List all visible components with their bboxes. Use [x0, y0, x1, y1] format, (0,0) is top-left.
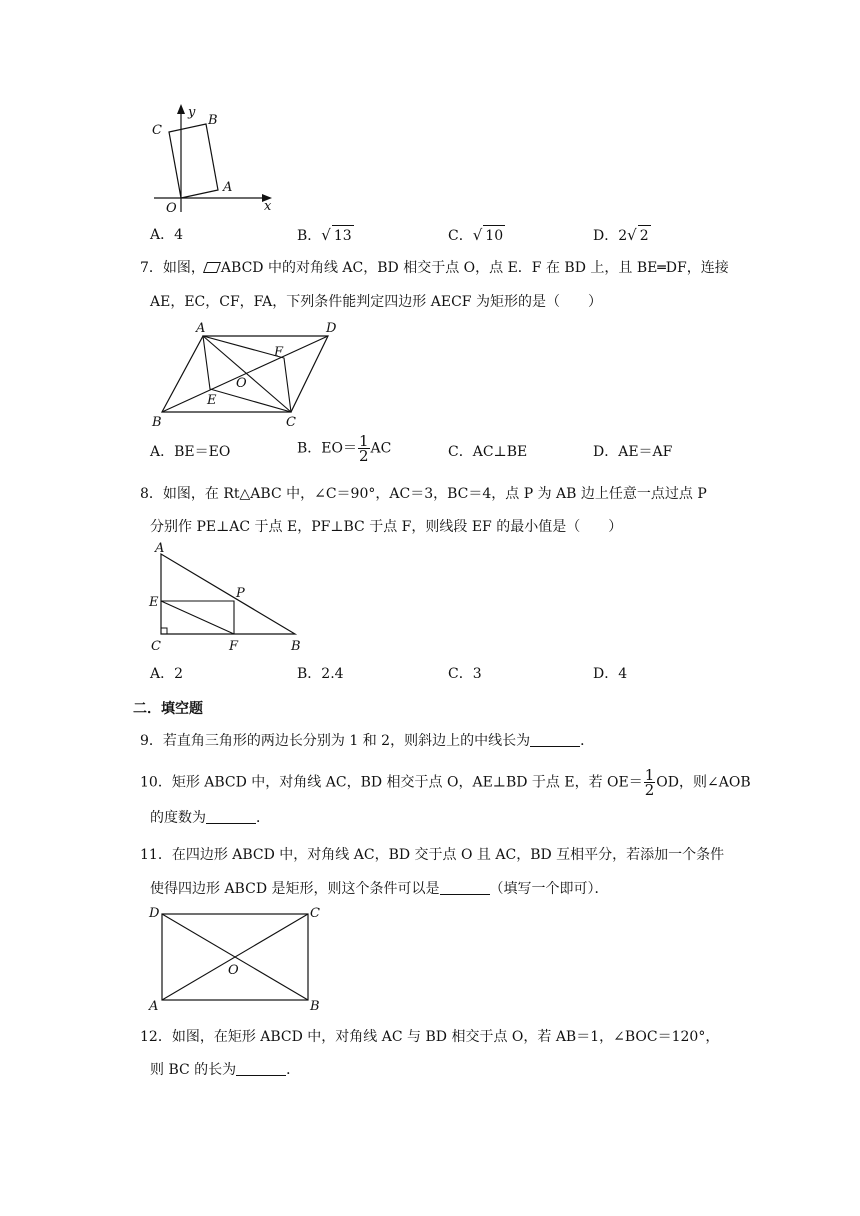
q7-option-b-pre: B．EO＝	[297, 440, 357, 457]
q7-label-D: D	[326, 321, 337, 336]
q11-line2	[150, 879, 609, 899]
q8-line1: 8．如图，在 Rt△ABC 中，∠C＝90°，AC＝3，BC＝4，点 P 为 AB 边上任意一点过点 P	[140, 486, 707, 502]
radical-sign: √	[472, 226, 483, 244]
q10-line1-post: OD，则∠AOB	[656, 774, 751, 791]
q11-label-C: C	[310, 906, 320, 921]
q8-option-b: B．2.4	[297, 666, 344, 682]
fraction-denominator: 2	[359, 447, 369, 465]
q8-label-A: A	[155, 541, 165, 556]
fraction-numerator: 1	[644, 766, 655, 784]
q8-label-F: F	[229, 639, 239, 654]
q6-option-d	[593, 225, 651, 246]
q7-label-C: C	[286, 415, 296, 430]
q8-option-d: D．4	[593, 666, 628, 682]
q6-option-c-letter: C．	[448, 228, 473, 244]
q6-option-d-letter: D．	[593, 228, 619, 244]
section-heading-fill-in: 二．填空题	[133, 701, 203, 717]
q6-label-y: y	[188, 105, 196, 120]
q12-line2-end: ．	[286, 1062, 301, 1078]
q6-option-a	[150, 225, 183, 245]
q12-answer-blank[interactable]	[236, 1061, 286, 1076]
q11-label-B: B	[310, 999, 320, 1014]
q6-label-C: C	[152, 123, 162, 138]
q11-line2-pre: 使得四边形 ABCD 是矩形，则这个条件可以是	[150, 881, 440, 897]
q6-option-a-value: 4	[174, 227, 184, 243]
q9-answer-blank[interactable]	[530, 732, 580, 747]
q10-line2-pre: 的度数为	[150, 810, 206, 826]
q12-line1: 12．如图，在矩形 ABCD 中，对角线 AC 与 BD 相交于点 O，若 AB＝1，∠BOC＝120°，	[140, 1029, 720, 1045]
q10-line1	[140, 766, 751, 799]
q10-line2	[150, 808, 270, 828]
fraction-denominator: 2	[644, 781, 655, 799]
q7-line1-a: 如图，	[162, 260, 205, 276]
q7-option-b	[297, 434, 391, 463]
q7-option-a: A．BE＝EO	[150, 444, 231, 460]
radical-sign: √	[321, 226, 331, 244]
q11-label-A: A	[149, 999, 159, 1014]
radical-sign: √	[627, 226, 637, 244]
q7-label-A: A	[196, 321, 206, 336]
q6-figure	[148, 100, 278, 215]
q8-label-P: P	[236, 586, 245, 601]
q8-option-a: A．2	[150, 666, 184, 682]
parallelogram-icon	[203, 262, 221, 273]
fraction-numerator: 1	[359, 432, 369, 450]
q6-label-A: A	[223, 180, 233, 195]
q7-label-F: F	[274, 345, 284, 360]
q7-option-b-post: AC	[370, 440, 392, 457]
q6-label-B: B	[208, 113, 218, 128]
q6-label-O: O	[166, 201, 177, 215]
q6-label-x: x	[264, 199, 272, 214]
q7-line1-b: ABCD 中的对角线 AC，BD 相交于点 O，点 E．F 在 BD 上，且 BE═DF，连接	[220, 260, 729, 276]
q11-answer-blank[interactable]	[440, 880, 490, 895]
q9-line	[140, 731, 740, 751]
q12-line2-pre: 则 BC 的长为	[150, 1062, 237, 1078]
q9-text: 9．若直角三角形的两边长分别为 1 和 2，则斜边上的中线长为	[140, 733, 531, 749]
q11-line2-post: （填写一个即可）．	[489, 881, 609, 897]
q6-option-b	[297, 225, 354, 246]
q7-label-B: B	[152, 415, 162, 430]
q6-option-d-radicand: 2	[638, 225, 651, 246]
q8-label-C: C	[151, 639, 161, 654]
q11-figure	[146, 902, 332, 1014]
q8-label-E: E	[149, 595, 159, 610]
q8-label-B: B	[291, 639, 301, 654]
q6-option-c	[448, 225, 505, 246]
fraction	[644, 768, 656, 797]
q10-line2-end: ．	[256, 810, 270, 826]
q12-line2	[150, 1060, 300, 1080]
q6-option-a-letter: A．	[150, 227, 175, 243]
q7-option-c: C．AC⊥BE	[448, 444, 528, 460]
q7-label-O: O	[236, 376, 247, 391]
q7-line1	[140, 258, 740, 278]
q6-option-b-radicand: 13	[332, 225, 354, 246]
q11-label-O: O	[228, 963, 239, 978]
q10-line1-pre: 10．矩形 ABCD 中，对角线 AC，BD 相交于点 O，AE⊥BD 于点 E，若 OE＝	[140, 774, 643, 791]
q6-option-c-radicand: 10	[483, 225, 505, 246]
fraction	[358, 434, 370, 463]
q10-answer-blank[interactable]	[206, 809, 256, 824]
q8-figure	[145, 540, 315, 658]
q11-label-D: D	[149, 906, 160, 921]
q8-option-c: C．3	[448, 666, 482, 682]
q8-line2: 分别作 PE⊥AC 于点 E，PF⊥BC 于点 F，则线段 EF 的最小值是（ ）	[150, 519, 623, 535]
q11-line1: 11．在四边形 ABCD 中，对角线 AC，BD 交于点 O 且 AC，BD 互相平分，若添加一个条件	[140, 847, 725, 863]
q7-number: 7．	[140, 260, 163, 276]
q7-line2: AE，EC，CF，FA，下列条件能判定四边形 AECF 为矩形的是（ ）	[150, 294, 602, 310]
q9-end: ．	[580, 733, 595, 749]
q7-figure	[148, 318, 348, 430]
q7-label-E: E	[207, 393, 217, 408]
q6-option-d-coef: 2	[618, 228, 628, 244]
q7-option-d: D．AE＝AF	[593, 444, 673, 460]
q6-option-b-letter: B．	[297, 228, 322, 244]
